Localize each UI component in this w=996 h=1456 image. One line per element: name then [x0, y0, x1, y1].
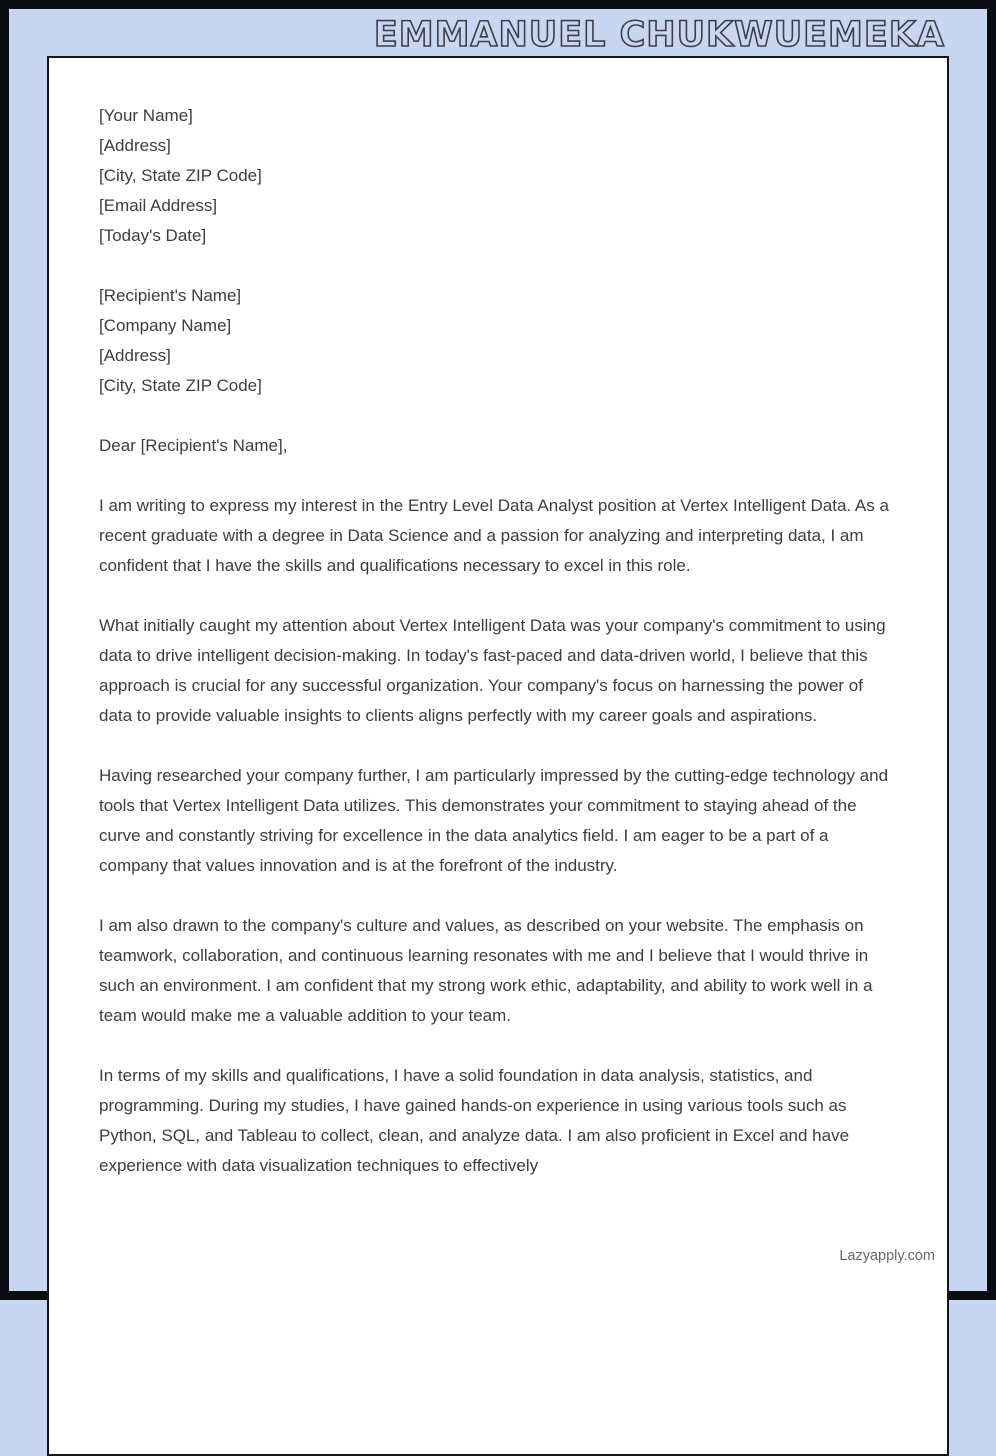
recipient-name-line: [Recipient's Name] — [99, 286, 242, 305]
letter-paragraph: Having researched your company further, I am particularly impressed by the cutting-edge technology and tools that Vertex Intelligent Data utilizes. This demonstrates your commitment to staying ahead of the curve and constantly striving for excellence in the data analytics field. I am eager to be a part of a company that values innovation and is at the forefront of the industry. — [99, 766, 889, 875]
page-header — [9, 15, 945, 55]
sender-city-line: [City, State ZIP Code] — [99, 166, 262, 185]
recipient-company-line: [Company Name] — [99, 316, 232, 335]
recipient-address-block — [99, 281, 895, 401]
sender-email-line: [Email Address] — [99, 196, 218, 215]
sender-address-line: [Address] — [99, 136, 171, 155]
sender-date-line: [Today's Date] — [99, 226, 207, 245]
lazyapply-watermark: Lazyapply.com — [839, 1248, 935, 1264]
sender-name-line: [Your Name] — [99, 106, 193, 125]
letter-paragraph: I am also drawn to the company's culture and values, as described on your website. The emphasis on teamwork, collaboration, and continuous learning resonates with me and I believe that I would thrive in such an environment. I am confident that my strong work ethic, adaptability, and ability to work well in a team would make me a valuable addition to your team. — [99, 916, 873, 1025]
letter-paragraph: I am writing to express my interest in the Entry Level Data Analyst position at Vertex Intelligent Data. As a recent graduate with a degree in Data Science and a passion for analyzing and interpreting data, I am confident that I have the skills and qualifications necessary to excel in this role. — [99, 496, 889, 575]
letter-page — [47, 56, 949, 1456]
letter-paragraph: What initially caught my attention about Vertex Intelligent Data was your company's commitment to using data to drive intelligent decision-making. In today's fast-paced and data-driven world, I believe that this approach is crucial for any successful organization. Your company's focus on harnessing the power of data to provide valuable insights to clients aligns perfectly with my career goals and aspirations. — [99, 616, 886, 725]
salutation-line: Dear [Recipient's Name], — [99, 436, 288, 455]
letter-paragraph: In terms of my skills and qualifications, I have a solid foundation in data analysis, statistics, and programming. During my studies, I have gained hands-on experience in using various tools such as Python, SQL, and Tableau to collect, clean, and analyze data. I am also proficient in Excel and have experience with data visualization techniques to effectively — [99, 1066, 850, 1175]
recipient-city-line: [City, State ZIP Code] — [99, 376, 262, 395]
recipient-address-line: [Address] — [99, 346, 171, 365]
author-name-title: EMMANUEL CHUKWUEMEKA — [373, 15, 945, 55]
sender-address-block — [99, 101, 895, 251]
